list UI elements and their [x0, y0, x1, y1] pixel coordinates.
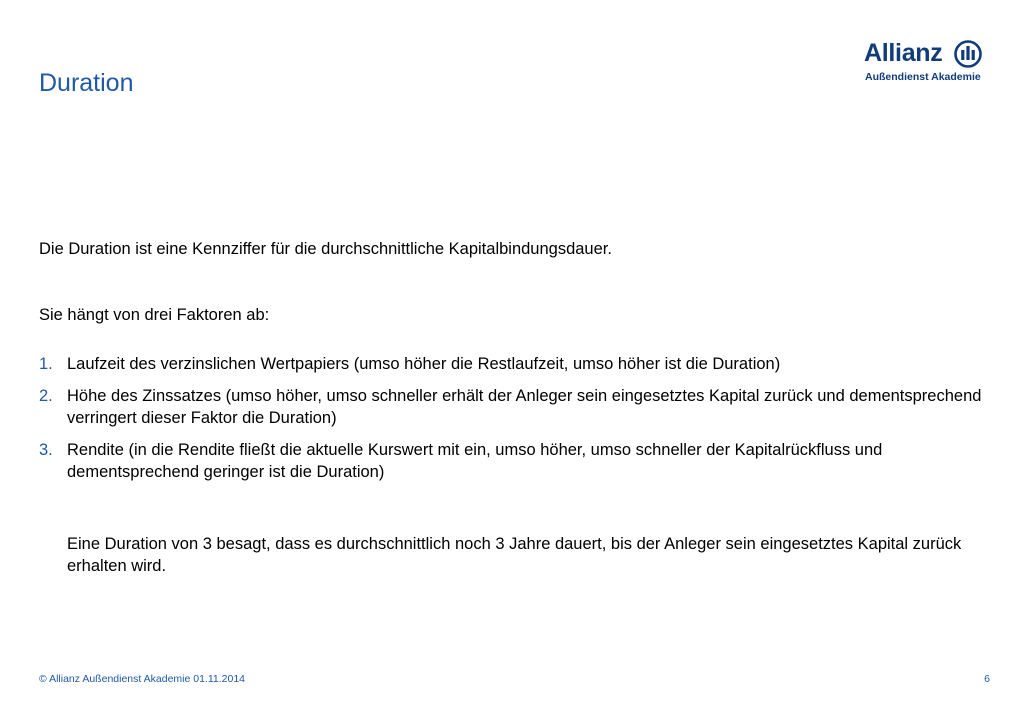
- list-item-number: 3.: [39, 441, 53, 459]
- intro-text: Die Duration ist eine Kennziffer für die durchschnittliche Kapitalbindungsdauer.: [39, 240, 612, 258]
- page-number: 6: [984, 673, 990, 685]
- factors-heading: Sie hängt von drei Faktoren ab:: [39, 306, 270, 324]
- logo-wordmark: Allianz: [864, 39, 943, 67]
- list-item: [39, 439, 989, 483]
- list-item-number: 2.: [39, 387, 53, 405]
- footer-copyright: © Allianz Außendienst Akademie 01.11.2014: [39, 673, 246, 685]
- list-item-number: 1.: [39, 355, 53, 373]
- list-item: [39, 385, 989, 429]
- logo-subline: Außendienst Akademie: [865, 71, 981, 83]
- list-item-text: Höhe des Zinssatzes (umso höher, umso schneller erhält der Anleger sein eingesetztes Kapital zurück und dementsprechend verringert dieser Faktor die Duration): [67, 387, 982, 427]
- allianz-eagle-icon: [954, 40, 982, 68]
- list-item-text: Laufzeit des verzinslichen Wertpapiers (umso höher die Restlaufzeit, umso höher ist die Duration): [67, 355, 781, 373]
- factors-list: [39, 353, 989, 493]
- list-item-text: Rendite (in die Rendite fließt die aktuelle Kurswert mit ein, umso höher, umso schneller der Kapitalrückfluss und dementsprechend geringer ist die Duration): [67, 441, 883, 481]
- slide-title: Duration: [39, 69, 134, 97]
- allianz-logo: [864, 38, 988, 86]
- example-text: Eine Duration von 3 besagt, dass es durchschnittlich noch 3 Jahre dauert, bis der Anleger sein eingesetztes Kapital zurück erhalten wird.: [67, 535, 962, 575]
- list-item: [39, 353, 989, 375]
